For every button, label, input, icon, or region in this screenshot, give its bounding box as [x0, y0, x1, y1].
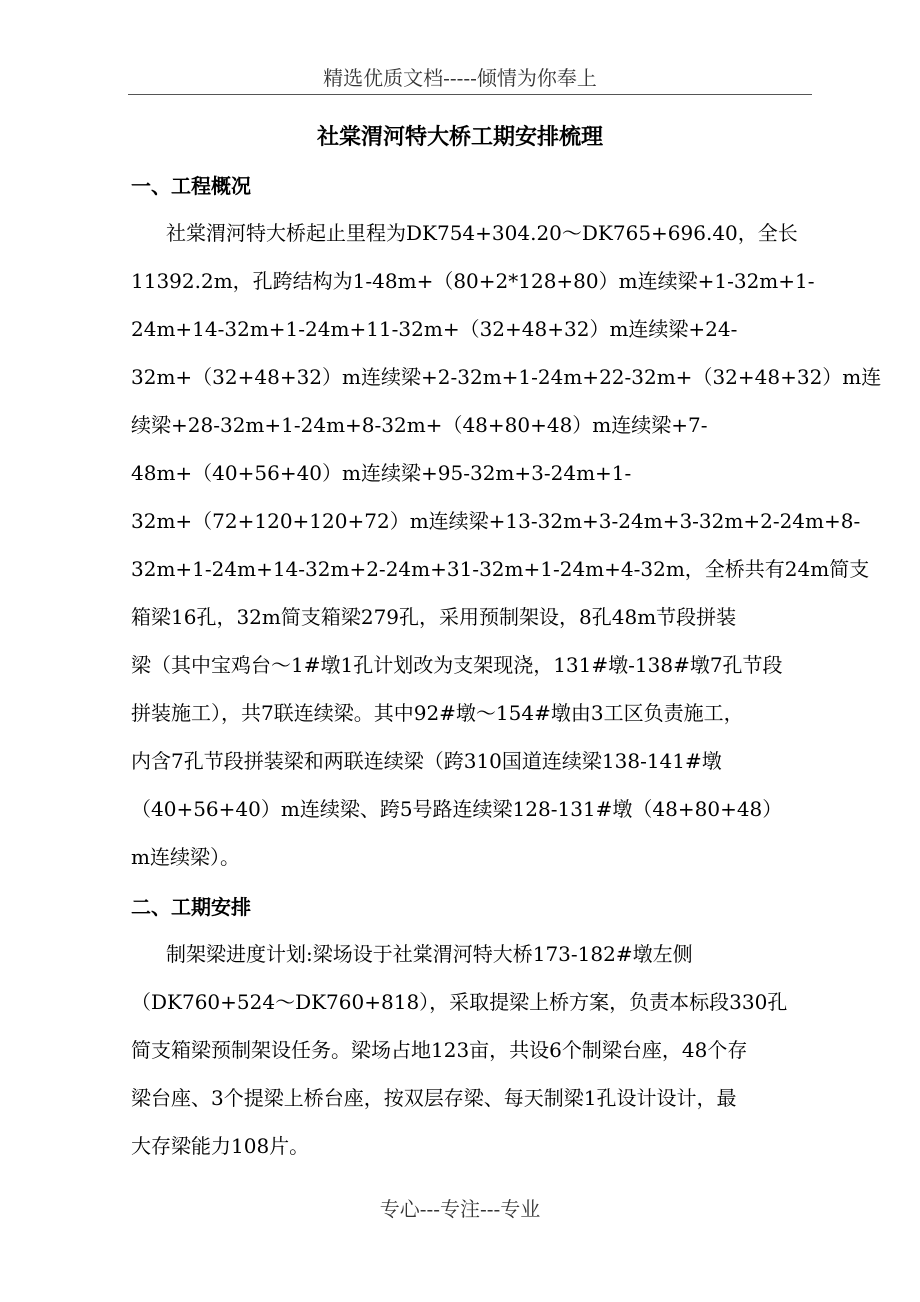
paragraph-line: 拼装施工），共7联连续梁。其中92#墩～154#墩由3工区负责施工， [131, 701, 744, 725]
paragraph-line: 11392.2m，孔跨结构为1-48m+（80+2*128+80）m连续梁+1-32m+1- [131, 269, 815, 293]
page-footer: 专心---专注---专业 [379, 1197, 541, 1221]
paragraph-line: 简支箱梁预制架设任务。梁场占地123亩，共设6个制梁台座，48个存 [131, 1038, 748, 1062]
paragraph-line: 梁（其中宝鸡台～1#墩1孔计划改为支架现浇，131#墩-138#墩7孔节段 [131, 653, 783, 677]
paragraph-line: 社棠渭河特大桥起止里程为DK754+304.20～DK765+696.40，全长 [166, 221, 798, 245]
paragraph-line: 制架梁进度计划:梁场设于社棠渭河特大桥173-182#墩左侧 [166, 942, 693, 966]
paragraph-line: 32m+1-24m+14-32m+2-24m+31-32m+1-24m+4-32m，全桥共有24m简支 [131, 557, 870, 581]
paragraph-line: 续梁+28-32m+1-24m+8-32m+（48+80+48）m连续梁+7- [131, 413, 708, 437]
paragraph-line: 箱梁16孔，32m简支箱梁279孔，采用预制架设，8孔48m节段拼装 [131, 605, 737, 629]
page-header: 精选优质文档-----倾情为你奉上 [323, 66, 597, 90]
document-title: 社棠渭河特大桥工期安排梳理 [316, 125, 603, 150]
paragraph-line: 32m+（72+120+120+72）m连续梁+13-32m+3-24m+3-32m+2-24m+8- [131, 509, 861, 533]
paragraph-line: 32m+（32+48+32）m连续梁+2-32m+1-24m+22-32m+（32+48+32）m连 [131, 365, 882, 389]
section-heading-overview: 一、工程概况 [131, 174, 251, 198]
paragraph-line: 梁台座、3个提梁上桥台座，按双层存梁、每天制梁1孔设计设计，最 [131, 1086, 737, 1110]
paragraph-line: （DK760+524～DK760+818），采取提梁上桥方案，负责本标段330孔 [131, 990, 788, 1014]
header-divider [128, 94, 812, 95]
paragraph-line: m连续梁）。 [131, 845, 240, 869]
section-heading-schedule: 二、工期安排 [131, 895, 251, 919]
paragraph-line: （40+56+40）m连续梁、跨5号路连续梁128-131#墩（48+80+48） [131, 797, 783, 821]
paragraph-line: 48m+（40+56+40）m连续梁+95-32m+3-24m+1- [131, 461, 632, 485]
paragraph-line: 24m+14-32m+1-24m+11-32m+（32+48+32）m连续梁+24- [131, 317, 738, 341]
paragraph-line: 内含7孔节段拼装梁和两联连续梁（跨310国道连续梁138-141#墩 [131, 749, 722, 773]
paragraph-line: 大存梁能力108片。 [131, 1134, 310, 1158]
